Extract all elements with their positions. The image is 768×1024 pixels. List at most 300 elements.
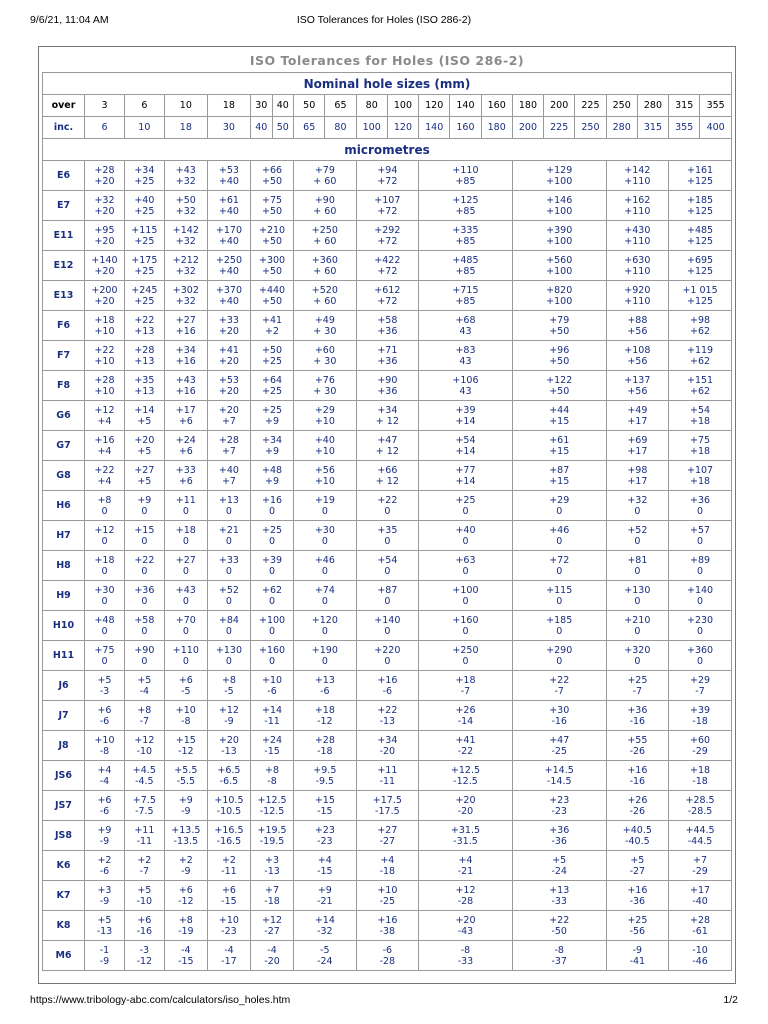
lower-deviation: 0 (556, 535, 563, 547)
grade-label: M6 (43, 941, 85, 971)
tolerance-cell (669, 761, 732, 791)
tolerance-cell (164, 881, 207, 911)
upper-deviation: +25 (455, 494, 476, 506)
upper-deviation: +79 (314, 164, 335, 176)
inc-size-cell: 140 (419, 117, 450, 139)
grade-row (43, 551, 732, 581)
tolerance-cell (356, 161, 419, 191)
upper-deviation: +48 (94, 614, 115, 626)
upper-deviation: +31.5 (450, 824, 481, 836)
tolerance-cell (669, 581, 732, 611)
lower-deviation: 0 (225, 595, 232, 607)
lower-deviation: 0 (101, 565, 108, 577)
tolerance-cell (356, 701, 419, 731)
lower-deviation: -4.5 (135, 775, 154, 787)
lower-deviation: -36 (551, 835, 567, 847)
tolerance-cell (164, 371, 207, 401)
tolerance-cell (164, 251, 207, 281)
upper-deviation: +250 (215, 254, 242, 266)
inc-size-cell: 180 (481, 117, 512, 139)
tolerance-cell (251, 551, 294, 581)
lower-deviation: 0 (225, 505, 232, 517)
tolerance-cell (207, 371, 250, 401)
upper-deviation: +250 (311, 224, 338, 236)
upper-deviation: +46 (314, 554, 335, 566)
tolerance-cell (669, 191, 732, 221)
tolerance-cell (606, 791, 669, 821)
lower-deviation: -27 (629, 865, 646, 877)
tolerance-cell (294, 431, 357, 461)
upper-deviation: +129 (546, 164, 573, 176)
tolerance-cell (512, 371, 606, 401)
upper-deviation: +52 (627, 524, 648, 536)
upper-deviation: +55 (627, 734, 648, 746)
lower-deviation: -15 (178, 955, 194, 967)
tolerance-cell (356, 521, 419, 551)
tolerance-cell (356, 251, 419, 281)
tolerance-cell (356, 311, 419, 341)
lower-deviation: +5 (137, 415, 152, 427)
grade-row (43, 881, 732, 911)
lower-deviation: 0 (101, 655, 108, 667)
grade-row (43, 671, 732, 701)
upper-deviation: +20 (218, 734, 239, 746)
lower-deviation: -13 (264, 865, 280, 877)
tolerance-cell (251, 611, 294, 641)
lower-deviation: +4 (97, 415, 112, 427)
lower-deviation: +15 (549, 415, 570, 427)
lower-deviation: -9 (224, 715, 234, 727)
tolerance-cell (164, 581, 207, 611)
tolerance-cell (294, 221, 357, 251)
upper-deviation: +185 (546, 614, 573, 626)
upper-deviation: +630 (624, 254, 651, 266)
print-datetime: 9/6/21, 11:04 AM (30, 14, 109, 26)
tolerance-cell (294, 581, 357, 611)
upper-deviation: +87 (377, 584, 398, 596)
tolerance-cell (124, 941, 164, 971)
upper-deviation: +110 (172, 644, 199, 656)
inc-size-cell: 80 (325, 117, 356, 139)
upper-deviation: +13.5 (171, 824, 201, 836)
tolerance-cell (669, 911, 732, 941)
upper-deviation: +33 (218, 554, 239, 566)
upper-deviation: +58 (134, 614, 155, 626)
tolerance-cell (251, 461, 294, 491)
lower-deviation: -16.5 (216, 835, 242, 847)
tolerance-cell (356, 581, 419, 611)
lower-deviation: +6 (178, 415, 193, 427)
lower-deviation: +85 (455, 295, 476, 307)
lower-deviation: 0 (634, 625, 641, 637)
upper-deviation: +390 (546, 224, 573, 236)
lower-deviation: + 12 (375, 475, 399, 487)
lower-deviation: 0 (634, 565, 641, 577)
lower-deviation: +32 (175, 265, 196, 277)
over-row (43, 95, 732, 117)
upper-deviation: +25 (262, 524, 283, 536)
lower-deviation: + 12 (375, 415, 399, 427)
upper-deviation: +88 (627, 314, 648, 326)
tolerance-cell (124, 761, 164, 791)
tolerance-cell (606, 371, 669, 401)
tolerance-cell (419, 431, 513, 461)
tolerance-cell (512, 611, 606, 641)
upper-deviation: +34 (175, 344, 196, 356)
lower-deviation: -24 (317, 955, 333, 967)
lower-deviation: -27 (264, 925, 280, 937)
grade-row (43, 821, 732, 851)
lower-deviation: +16 (175, 385, 196, 397)
tolerance-cell (85, 701, 125, 731)
grade-row (43, 221, 732, 251)
upper-deviation: +520 (311, 284, 338, 296)
tolerance-cell (606, 521, 669, 551)
tolerance-cell (85, 671, 125, 701)
tolerance-cell (356, 761, 419, 791)
tolerance-cell (207, 581, 250, 611)
lower-deviation: 0 (321, 535, 328, 547)
lower-deviation: +100 (546, 175, 573, 187)
upper-deviation: -4 (267, 944, 277, 956)
inc-size-cell: 6 (85, 117, 125, 139)
lower-deviation: -29 (692, 745, 708, 757)
tolerance-cell (85, 911, 125, 941)
inc-size-cell: 280 (606, 117, 637, 139)
tolerance-cell (251, 191, 294, 221)
tolerance-cell (251, 161, 294, 191)
lower-deviation: 0 (321, 595, 328, 607)
tolerance-cell (294, 371, 357, 401)
tolerance-cell (356, 401, 419, 431)
lower-deviation: + 60 (313, 295, 337, 307)
lower-deviation: -15 (264, 745, 280, 757)
inc-size-cell: 225 (544, 117, 575, 139)
lower-deviation: -12.5 (453, 775, 478, 787)
upper-deviation: +72 (549, 554, 570, 566)
upper-deviation: +43 (175, 584, 196, 596)
upper-deviation: +54 (690, 404, 711, 416)
grade-label: JS8 (43, 821, 85, 851)
lower-deviation: +10 (94, 325, 115, 337)
tolerance-cell (164, 191, 207, 221)
upper-deviation: +22 (94, 344, 115, 356)
lower-deviation: +50 (262, 205, 283, 217)
lower-deviation: 43 (459, 385, 472, 397)
lower-deviation: +20 (218, 355, 239, 367)
tolerance-cell (124, 791, 164, 821)
upper-deviation: +69 (627, 434, 648, 446)
lower-deviation: -44.5 (687, 835, 713, 847)
lower-deviation: 0 (697, 505, 704, 517)
tolerance-cell (356, 371, 419, 401)
upper-deviation: +5 (552, 854, 567, 866)
tolerance-cell (669, 251, 732, 281)
tolerance-cell (207, 191, 250, 221)
lower-deviation: -7 (460, 685, 471, 697)
tolerance-cell (419, 161, 513, 191)
tolerance-cell (207, 311, 250, 341)
upper-deviation: +140 (374, 614, 401, 626)
lower-deviation: -26 (629, 805, 646, 817)
over-size-cell: 120 (419, 95, 450, 117)
upper-deviation: -10 (692, 944, 708, 956)
lower-deviation: -4 (99, 775, 110, 787)
lower-deviation: -16 (629, 715, 646, 727)
tolerance-cell (419, 311, 513, 341)
upper-deviation: +170 (215, 224, 242, 236)
lower-deviation: 0 (225, 565, 232, 577)
tolerance-cell (356, 911, 419, 941)
tolerance-cell (294, 161, 357, 191)
upper-deviation: +8 (178, 914, 193, 926)
upper-deviation: +84 (218, 614, 239, 626)
tolerance-cell (207, 671, 250, 701)
lower-deviation: +7 (221, 445, 236, 457)
lower-deviation: -18 (379, 865, 396, 877)
upper-deviation: +52 (218, 584, 239, 596)
inc-size-cell: 50 (272, 117, 294, 139)
tolerance-cell (207, 761, 250, 791)
upper-deviation: +302 (172, 284, 199, 296)
grade-row (43, 461, 732, 491)
lower-deviation: +20 (94, 295, 115, 307)
lower-deviation: +20 (94, 235, 115, 247)
upper-deviation: +14 (262, 704, 283, 716)
tolerance-cell (294, 341, 357, 371)
upper-deviation: -4 (181, 944, 191, 956)
lower-deviation: 0 (321, 625, 328, 637)
tolerance-cell (512, 791, 606, 821)
lower-deviation: 0 (321, 565, 328, 577)
over-size-cell: 315 (669, 95, 700, 117)
upper-deviation: +98 (627, 464, 648, 476)
upper-deviation: +32 (94, 194, 115, 206)
tolerance-cell (251, 761, 294, 791)
lower-deviation: -19 (178, 925, 194, 937)
lower-deviation: -10 (136, 745, 153, 757)
lower-deviation: -36 (629, 895, 646, 907)
lower-deviation: +5 (137, 475, 152, 487)
upper-deviation: +94 (377, 164, 398, 176)
lower-deviation: -7 (632, 685, 643, 697)
upper-deviation: +422 (374, 254, 401, 266)
upper-deviation: +7 (693, 854, 708, 866)
lower-deviation: -18 (692, 775, 708, 787)
upper-deviation: +7.5 (132, 794, 156, 806)
tolerance-cell (251, 851, 294, 881)
tolerance-cell (669, 551, 732, 581)
tolerance-cell (251, 371, 294, 401)
upper-deviation: +15 (314, 794, 335, 806)
tolerance-cell (251, 911, 294, 941)
grade-row (43, 611, 732, 641)
upper-deviation: +18 (94, 314, 115, 326)
lower-deviation: -11 (264, 715, 280, 727)
tolerance-cell (512, 851, 606, 881)
tolerance-cell (294, 311, 357, 341)
tolerance-cell (251, 251, 294, 281)
lower-deviation: +10 (314, 415, 335, 427)
lower-deviation: +125 (687, 205, 714, 217)
over-size-cell: 250 (606, 95, 637, 117)
lower-deviation: 0 (141, 565, 148, 577)
tolerance-cell (512, 641, 606, 671)
lower-deviation: +20 (218, 385, 239, 397)
upper-deviation: +6 (97, 794, 112, 806)
lower-deviation: 0 (384, 565, 391, 577)
lower-deviation: 0 (321, 505, 328, 517)
lower-deviation: + 60 (313, 235, 337, 247)
tolerance-cell (419, 401, 513, 431)
tolerance-cell (85, 551, 125, 581)
tolerance-cell (124, 731, 164, 761)
upper-deviation: +96 (549, 344, 570, 356)
upper-deviation: +122 (546, 374, 573, 386)
lower-deviation: +62 (690, 325, 711, 337)
lower-deviation: +56 (627, 325, 648, 337)
upper-deviation: +26 (455, 704, 476, 716)
tolerance-cell (207, 701, 250, 731)
tolerance-cell (251, 641, 294, 671)
grade-row (43, 431, 732, 461)
lower-deviation: 0 (556, 655, 563, 667)
tolerance-cell (606, 221, 669, 251)
tolerance-cell (164, 461, 207, 491)
lower-deviation: +40 (218, 175, 239, 187)
tolerance-cell (124, 281, 164, 311)
over-size-cell: 10 (164, 95, 207, 117)
tolerance-cell (85, 371, 125, 401)
tolerance-cell (606, 311, 669, 341)
upper-deviation: +820 (546, 284, 573, 296)
tolerance-cell (606, 581, 669, 611)
tolerance-cell (164, 161, 207, 191)
tolerance-cell (207, 941, 250, 971)
lower-deviation: -5.5 (176, 775, 196, 787)
lower-deviation: +62 (690, 385, 711, 397)
upper-deviation: +10 (175, 704, 196, 716)
upper-deviation: +58 (377, 314, 398, 326)
upper-deviation: +81 (627, 554, 648, 566)
lower-deviation: +100 (546, 265, 573, 277)
tolerance-cell (419, 251, 513, 281)
grade-label: F7 (43, 341, 85, 371)
tolerance-cell (419, 911, 513, 941)
upper-deviation: +18 (455, 674, 476, 686)
upper-deviation: +107 (687, 464, 714, 476)
tolerance-cell (419, 731, 513, 761)
upper-deviation: +23 (549, 794, 570, 806)
upper-deviation: +28.5 (685, 794, 715, 806)
grade-row (43, 731, 732, 761)
upper-deviation: +6 (221, 884, 236, 896)
lower-deviation: 0 (462, 595, 469, 607)
tolerance-cell (207, 491, 250, 521)
tolerance-cell (606, 551, 669, 581)
upper-deviation: +12 (94, 524, 115, 536)
grade-label: F6 (43, 311, 85, 341)
grade-label: E6 (43, 161, 85, 191)
lower-deviation: -31.5 (453, 835, 478, 847)
tolerance-cell (85, 161, 125, 191)
upper-deviation: -9 (632, 944, 643, 956)
lower-deviation: +20 (218, 325, 239, 337)
tolerance-cell (356, 791, 419, 821)
over-size-cell: 30 (251, 95, 273, 117)
upper-deviation: +119 (687, 344, 714, 356)
upper-deviation: +24 (175, 434, 196, 446)
tolerance-cell (419, 491, 513, 521)
tolerance-cell (251, 521, 294, 551)
upper-deviation: +40 (314, 434, 335, 446)
lower-deviation: +7 (221, 475, 236, 487)
upper-deviation: -3 (139, 944, 150, 956)
tolerance-cell (124, 881, 164, 911)
tolerance-cell (207, 221, 250, 251)
over-size-cell: 80 (356, 95, 387, 117)
lower-deviation: -40 (692, 895, 708, 907)
upper-deviation: +100 (259, 614, 286, 626)
tolerance-cell (207, 791, 250, 821)
upper-deviation: +22 (134, 314, 155, 326)
grade-row (43, 911, 732, 941)
over-size-cell: 225 (575, 95, 606, 117)
lower-deviation: 0 (225, 535, 232, 547)
upper-deviation: +41 (262, 314, 283, 326)
tolerance-cell (85, 611, 125, 641)
grade-row (43, 191, 732, 221)
tolerance-cell (356, 731, 419, 761)
tolerance-cell (606, 251, 669, 281)
upper-deviation: +175 (131, 254, 158, 266)
lower-deviation: -28 (457, 895, 474, 907)
upper-deviation: +61 (549, 434, 570, 446)
tolerance-cell (124, 371, 164, 401)
lower-deviation: +40 (218, 235, 239, 247)
tolerance-cell (164, 761, 207, 791)
inc-size-cell: 200 (512, 117, 543, 139)
upper-deviation: +130 (215, 644, 242, 656)
lower-deviation: +50 (262, 235, 283, 247)
lower-deviation: +50 (549, 385, 570, 397)
lower-deviation: +100 (546, 295, 573, 307)
tolerance-cell (164, 941, 207, 971)
tolerance-cell (251, 731, 294, 761)
tolerance-cell (85, 521, 125, 551)
upper-deviation: +5 (630, 854, 645, 866)
lower-deviation: -38 (379, 925, 396, 937)
tolerance-cell (512, 881, 606, 911)
print-page-number: 1/2 (723, 994, 738, 1006)
lower-deviation: -10 (136, 895, 153, 907)
tolerance-cell (85, 401, 125, 431)
upper-deviation: +30 (549, 704, 570, 716)
lower-deviation: +14 (455, 475, 476, 487)
tolerance-cell (512, 221, 606, 251)
lower-deviation: 0 (697, 535, 704, 547)
tolerance-cell (124, 161, 164, 191)
upper-deviation: +66 (377, 464, 398, 476)
lower-deviation: +36 (377, 355, 398, 367)
tolerance-cell (606, 611, 669, 641)
tolerance-cell (124, 491, 164, 521)
lower-deviation: -5 (224, 685, 234, 697)
lower-deviation: +14 (455, 415, 476, 427)
lower-deviation: 0 (697, 565, 704, 577)
tolerance-cell (669, 491, 732, 521)
upper-deviation: +4 (380, 854, 395, 866)
